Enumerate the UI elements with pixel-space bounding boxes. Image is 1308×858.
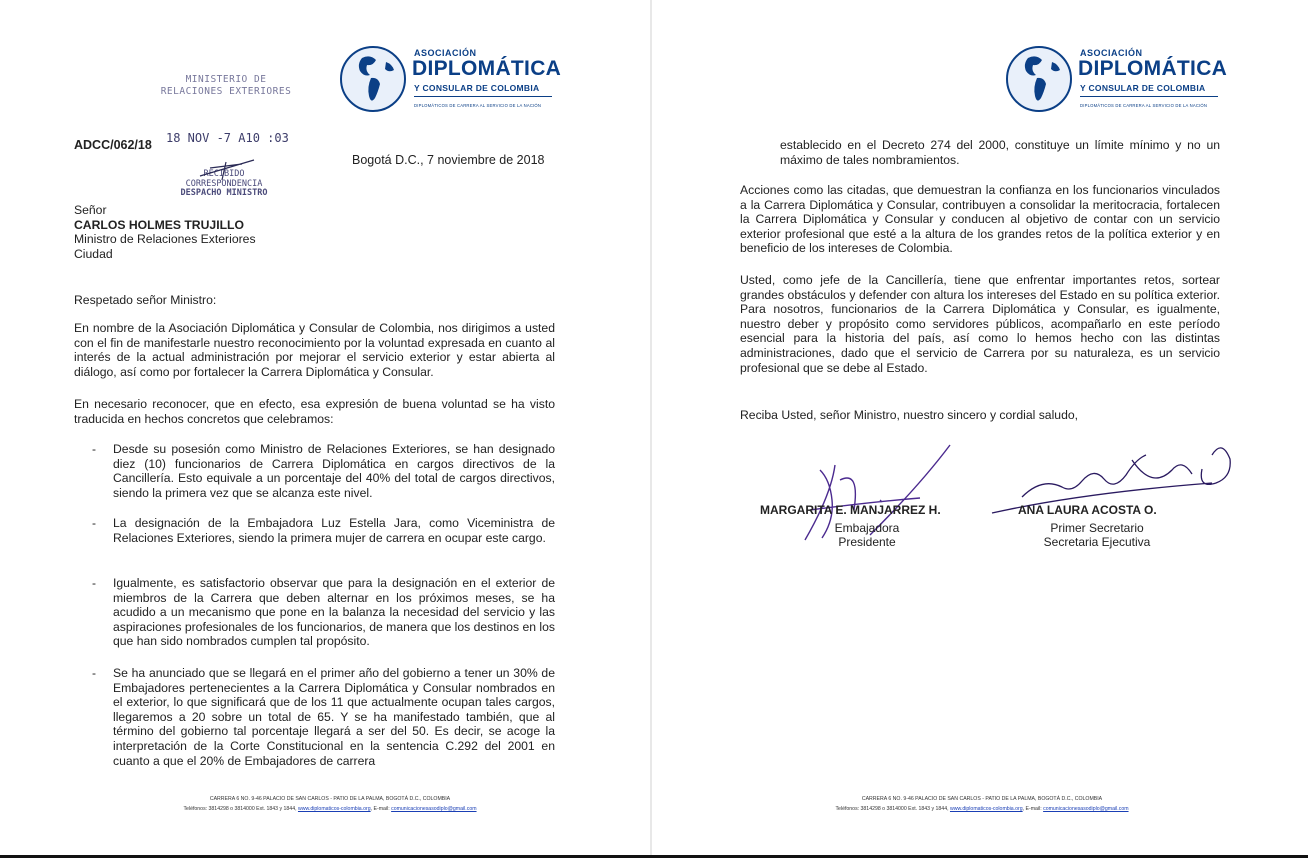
recipient-city: Ciudad: [74, 246, 113, 261]
recipient-name: CARLOS HOLMES TRUJILLO: [74, 217, 244, 232]
signatory-1-name: MARGARITA E. MANJARREZ H.: [760, 503, 941, 517]
recipient-salutation: Señor: [74, 203, 107, 217]
logo-line-2: DIPLOMÁTICA: [412, 57, 562, 80]
signatory-2-name: ANA LAURA ACOSTA O.: [1018, 503, 1157, 517]
footer-website-link[interactable]: www.diplomaticos-colombia.org: [297, 806, 371, 812]
footer-phones: Teléfonos: 3814298 o 3814000 Ext. 1843 y 1844,: [183, 806, 297, 812]
paragraph-4: Usted, como jefe de la Cancillería, tiene que enfrentar importantes retos, sortear grandes obstáculos y defender con altura los intereses del Estado en su política exterior. Para nosotros, funcionarios de la Carrera Diplomática y Consular, es igualmente, nuestro deber y propósito como servidores públicos, acompañarlo en este período esencial para la historia del país, así como lo hemos hecho con las distintas administraciones, dado que el servicio de Carrera por su naturaleza, es un servicio profesional que se debe al Estado.: [740, 273, 1220, 375]
footer-contacts: [100, 806, 560, 812]
footer-address: CARRERA 6 NO. 9-46 PALACIO DE SAN CARLOS - PATIO DE LA PALMA, BOGOTÁ D.C., COLOMBIA: [861, 796, 1103, 802]
paragraph-3: Acciones como las citadas, que demuestran la confianza en los funcionarios vinculados a la Carrera Diplomática y Consular, contribuyen a consolidar la meritocracia, fortalecen la Carrera Diplomática y Consular y conducen al objetivo de contar con un servicio exterior profesional que esté a la altura de los grandes retos de la política exterior y en beneficio de los intereses de Colombia.: [740, 183, 1220, 256]
logo-line-1: ASOCIACIÓN: [1080, 48, 1143, 58]
reference-number: ADCC/062/18: [74, 138, 152, 152]
initials-scribble: [196, 156, 266, 182]
logo-tagline: DIPLOMÁTICOS DE CARRERA AL SERVICIO DE LA NACIÓN: [414, 103, 542, 108]
recipient-block: [74, 203, 374, 261]
footer-email-link[interactable]: comunicacionesasodiplo@gmail.com: [1043, 806, 1129, 812]
received-date-stamp: 18 NOV -7 A10 :03: [166, 131, 289, 145]
logo-line-3: Y CONSULAR DE COLOMBIA: [1080, 83, 1206, 93]
footer-address: CARRERA 6 NO. 9-46 PALACIO DE SAN CARLOS - PATIO DE LA PALMA, BOGOTÁ D.C., COLOMBIA: [209, 796, 451, 802]
bullet-dash: -: [92, 576, 96, 590]
bullet-dash: -: [92, 516, 96, 530]
ministry-stamp: MINISTERIO DE RELACIONES EXTERIORES: [160, 74, 292, 97]
signatory-2-role-2: Secretaria Ejecutiva: [1043, 535, 1151, 549]
stamp-line-1: RECIBIDO: [203, 169, 245, 179]
stamp-line-3: DESPACHO MINISTRO: [180, 188, 268, 198]
bullet-item-3: Igualmente, es satisfactorio observar que para la designación en el exterior de miembros de la Carrera que deben alternar en los próximos meses, se ha acudido a un mecanismo que pone en la balanza la necesidad del servicio y las aspiraciones profesionales de los funcionarios, de manera que los destinos en los que han sido nombrados cumplen tal propósito.: [113, 576, 555, 649]
footer-email-label: , E-mail:: [370, 806, 390, 812]
signatory-2-role-1: Primer Secretario: [1050, 521, 1144, 535]
association-logo: [1004, 40, 1234, 120]
bullet-item-2: La designación de la Embajadora Luz Estella Jara, como Viceministra de Relaciones Exteriores, siendo la primera mujer de carrera en ocupar este cargo.: [113, 516, 555, 545]
footer-email-label: , E-mail:: [1022, 806, 1042, 812]
globe-icon: [1004, 44, 1074, 114]
continuation-text: establecido en el Decreto 274 del 2000, constituye un límite mínimo y no un máximo de tales nombramientos.: [780, 138, 1220, 167]
logo-rule: [1080, 96, 1218, 97]
paragraph-2: En necesario reconocer, que en efecto, esa expresión de buena voluntad se ha visto traducida en hechos concretos que celebramos:: [74, 397, 555, 426]
logo-tagline: DIPLOMÁTICOS DE CARRERA AL SERVICIO DE LA NACIÓN: [1080, 103, 1208, 108]
letter-page-2: [652, 0, 1308, 856]
date-line: Bogotá D.C., 7 noviembre de 2018: [352, 153, 545, 167]
signatory-1-role-1: Embajadora: [834, 521, 900, 535]
bullet-dash: -: [92, 666, 96, 680]
signatory-1-role: [807, 521, 927, 549]
signatory-2-role: [1022, 521, 1172, 549]
logo-rule: [414, 96, 552, 97]
bullet-dash: -: [92, 442, 96, 456]
closing-line: Reciba Usted, señor Ministro, nuestro sincero y cordial saludo,: [740, 408, 1079, 422]
logo-line-2: DIPLOMÁTICA: [1078, 57, 1228, 80]
footer-website-link[interactable]: www.diplomaticos-colombia.org: [949, 806, 1023, 812]
footer-contacts: [752, 806, 1212, 812]
footer-phones: Teléfonos: 3814298 o 3814000 Ext. 1843 y 1844,: [835, 806, 949, 812]
globe-icon: [338, 44, 408, 114]
logo-line-1: ASOCIACIÓN: [414, 48, 477, 58]
stamp-line-2: CORRESPONDENCIA: [185, 178, 263, 189]
signatory-1-role-2: Presidente: [838, 535, 896, 549]
bullet-item-1: Desde su posesión como Ministro de Relaciones Exteriores, se han designado diez (10) funcionarios de Carrera Diplomática en cargos directivos de la Cancillería. Esto equivale a un porcentaje del 40% del total de cargos directivos, siendo la primera vez que se alcanza este nivel.: [113, 442, 555, 500]
logo-line-3: Y CONSULAR DE COLOMBIA: [414, 83, 540, 93]
association-logo: [338, 40, 568, 120]
recipient-title: Ministro de Relaciones Exteriores: [74, 232, 256, 247]
bullet-item-4: Se ha anunciado que se llegará en el primer año del gobierno a tener un 30% de Embajadores pertenecientes a la Carrera Diplomática y Consular nombrados en el exterior, lo que significará que de los 11 que actualmente ocupan tales cargos, llegaremos a 20 sobre un total de 65. Y se ha manifestado también, que al término del gobierno tal porcentaje llegará a ser del 50. Es decir, se acoge la interpretación de la Corte Constitucional en la sentencia C.292 del 2001 en cuanto a que el 20% de Embajadores de carrera: [113, 666, 555, 768]
greeting: Respetado señor Ministro:: [74, 293, 217, 307]
paragraph-1: En nombre de la Asociación Diplomática y Consular de Colombia, nos dirigimos a usted con el fin de manifestarle nuestro reconocimiento por la voluntad expresada en cuanto al interés de la actual administración por mejorar el servicio exterior y estar abierta al diálogo, así como por fortalecer la Carrera Diplomática y Consular.: [74, 321, 555, 379]
footer-email-link[interactable]: comunicacionesasodiplo@gmail.com: [391, 806, 477, 812]
letter-page-1: [0, 0, 650, 856]
